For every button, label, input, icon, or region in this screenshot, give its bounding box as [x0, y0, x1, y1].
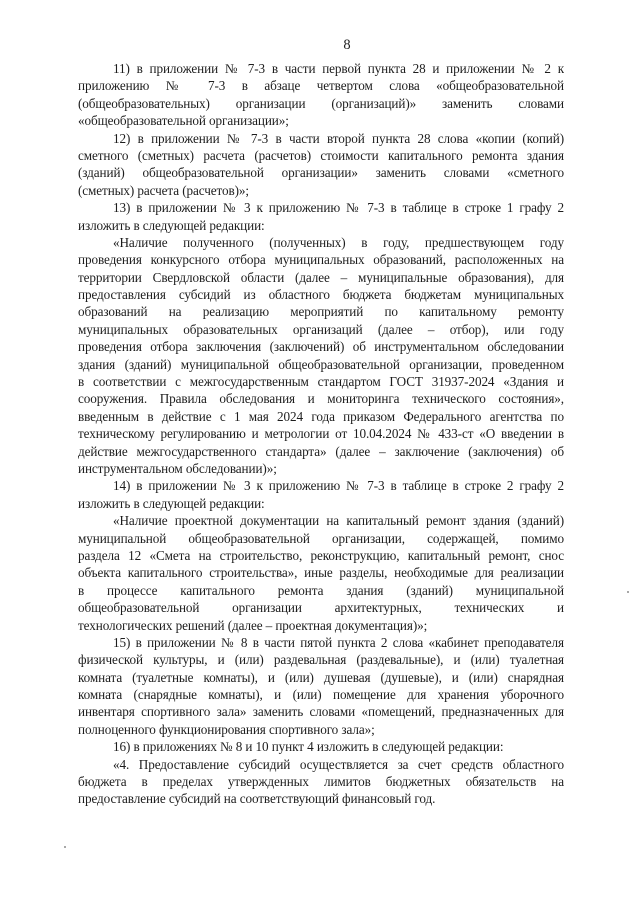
text-line: комната (туалетные комнаты), и (или) душевая (душевые), и (или) снарядная: [78, 669, 564, 685]
text-line: сметного (сметных) расчета (расчетов) стоимости капитального ремонта здания: [78, 147, 564, 163]
text-line: 16) в приложениях № 8 и 10 пункт 4 изложить в следующей редакции:: [113, 739, 504, 755]
text-line: полноценного функционирования спортивного зала»;: [78, 721, 375, 737]
text-line: приложению № 7-3 в абзаце четвертом слова «общеобразовательной: [78, 78, 564, 94]
text-line: инструментальном обследовании)»;: [78, 460, 277, 476]
text-line: муниципальных образовательных организаций (далее – отбор), или году: [78, 321, 564, 337]
scan-artifact-dot: [627, 591, 629, 593]
text-line: муниципальной общеобразовательной организации, содержащей, помимо: [78, 530, 564, 546]
text-line: в соответствии с межгосударственным стандартом ГОСТ 31937-2024 «Здания и: [78, 374, 564, 390]
text-line: комната (снарядные комнаты), и (или) помещение для хранения уборочного: [78, 687, 564, 703]
text-line: сооружения. Правила обследования и мониторинга технического состояния»,: [78, 391, 564, 407]
text-line: проведения конкурсного отбора муниципальных образований, расположенных на: [78, 252, 564, 268]
text-line: проведения отбора заключения (заключений) об инструментальном обследовании: [78, 339, 564, 355]
page-number: 8: [343, 37, 351, 53]
text-line: общеобразовательной организации архитектурных, технических и: [78, 600, 564, 616]
document-body: [78, 60, 564, 808]
text-line: инвентаря спортивного зала» заменить словами «помещений, предназначенных для: [78, 704, 564, 720]
text-line: 13) в приложении № 3 к приложению № 7-3 в таблице в строке 1 графу 2: [113, 200, 564, 216]
text-line: предоставление субсидий на соответствующий финансовый год.: [78, 791, 436, 807]
text-line: образований на реализацию мероприятий по капитальному ремонту: [78, 304, 564, 320]
text-line: «Наличие проектной документации на капитальный ремонт здания (зданий): [113, 513, 564, 529]
text-line: (общеобразовательных) организации (организаций)» заменить словами: [78, 95, 564, 111]
text-line: здания (зданий) муниципальной общеобразовательной организации, проведенном: [78, 356, 564, 372]
text-line: 14) в приложении № 3 к приложению № 7-3 в таблице в строке 2 графу 2: [113, 478, 564, 494]
text-line: бюджета в пределах утвержденных лимитов бюджетных обязательств на: [78, 774, 564, 790]
text-line: физической культуры, и (или) раздевальная (раздевальные), и (или) туалетная: [78, 652, 564, 668]
text-line: «4. Предоставление субсидий осуществляется за счет средств областного: [113, 756, 564, 772]
text-line: 12) в приложении № 7-3 в части второй пункта 28 слова «копии (копий): [113, 130, 564, 146]
text-line: изложить в следующей редакции:: [78, 217, 265, 233]
scan-artifact-dot: [64, 846, 66, 848]
text-line: действие межгосударственного стандарта» (далее – заключение (заключения) об: [78, 443, 564, 459]
text-line: объекта капитального строительства», иные разделы, необходимые для реализации: [78, 565, 564, 581]
text-line: (зданий) общеобразовательной организации» заменить словами «сметного: [78, 165, 564, 181]
text-line: предоставления субсидий из областного бюджета бюджетам муниципальных: [78, 287, 564, 303]
text-line: техническому регулированию и метрологии от 10.04.2024 № 433-ст «О введении в: [78, 426, 564, 442]
text-line: раздела 12 «Смета на строительство, реконструкцию, капитальный ремонт, снос: [78, 547, 564, 563]
text-line: «общеобразовательной организации»;: [78, 113, 289, 129]
text-line: территории Свердловской области (далее – муниципальные образования), для: [78, 269, 564, 285]
text-line: (сметных) расчета (расчетов)»;: [78, 182, 249, 198]
text-line: в процессе капитального ремонта здания (зданий) муниципальной: [78, 582, 564, 598]
text-line: введенным в действие с 1 мая 2024 года приказом Федерального агентства по: [78, 408, 564, 424]
text-line: «Наличие полученного (полученных) в году, предшествующем году: [113, 234, 564, 250]
text-line: 11) в приложении № 7-3 в части первой пункта 28 и приложении № 2 к: [113, 61, 564, 76]
text-line: 15) в приложении № 8 в части пятой пункта 2 слова «кабинет преподавателя: [113, 634, 564, 650]
text-line: изложить в следующей редакции:: [78, 495, 265, 511]
text-line: технологических решений (далее – проектная документация)»;: [78, 617, 428, 633]
